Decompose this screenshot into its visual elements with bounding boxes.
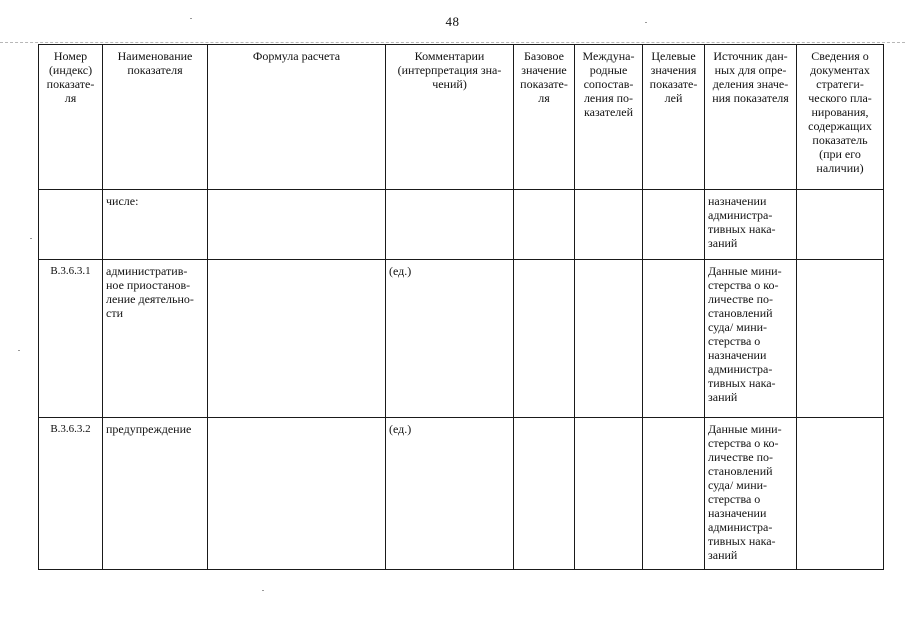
cell-name: числе: xyxy=(103,190,208,260)
header-target-values: Целевые значения показате-лей xyxy=(643,45,705,190)
cell-comment: (ед.) xyxy=(386,418,514,570)
cell-base xyxy=(514,260,575,418)
cell-base xyxy=(514,418,575,570)
cell-documents xyxy=(797,260,884,418)
cell-target xyxy=(643,418,705,570)
cell-index: В.3.6.3.2 xyxy=(39,418,103,570)
cell-international xyxy=(575,190,643,260)
scan-speck xyxy=(18,350,20,351)
cell-target xyxy=(643,190,705,260)
table-row xyxy=(39,260,884,418)
scan-speck xyxy=(262,590,264,591)
cell-documents xyxy=(797,418,884,570)
cell-formula xyxy=(208,190,386,260)
cell-base xyxy=(514,190,575,260)
cell-target xyxy=(643,260,705,418)
table-header xyxy=(39,45,884,190)
header-comments: Комментарии (интерпретация зна-чений) xyxy=(386,45,514,190)
scan-speck xyxy=(645,22,647,23)
indicator-table xyxy=(38,44,884,570)
page-number: 48 xyxy=(445,14,460,29)
cell-name: административ-ное приостанов-ление деятельно-сти xyxy=(103,260,208,418)
header-international: Междуна-родные сопостав-ления по-казателей xyxy=(575,45,643,190)
scan-speck xyxy=(30,238,32,239)
header-formula: Формула расчета xyxy=(208,45,386,190)
scan-speck xyxy=(190,18,192,19)
cell-source: Данные мини-стерства о ко-личестве по-становлений суда/ мини-стерства о назначении администра-тивных нака-заний xyxy=(705,418,797,570)
cell-source: Данные мини-стерства о ко-личестве по-становлений суда/ мини-стерства о назначении администра-тивных нака-заний xyxy=(705,260,797,418)
header-index: Номер (индекс) показате-ля xyxy=(39,45,103,190)
header-row xyxy=(39,45,884,190)
header-name: Наименование показателя xyxy=(103,45,208,190)
cell-formula xyxy=(208,260,386,418)
cell-international xyxy=(575,418,643,570)
table-body xyxy=(39,190,884,570)
cell-comment xyxy=(386,190,514,260)
table-row xyxy=(39,190,884,260)
cell-source: назначении администра-тивных нака-заний xyxy=(705,190,797,260)
header-documents: Сведения о документах стратеги-ческого пла-нирования, содержащих показатель (при его наличии) xyxy=(797,45,884,190)
cell-formula xyxy=(208,418,386,570)
table-row xyxy=(39,418,884,570)
header-base-value: Базовое значение показате-ля xyxy=(514,45,575,190)
cell-international xyxy=(575,260,643,418)
cell-comment: (ед.) xyxy=(386,260,514,418)
cell-index: В.3.6.3.1 xyxy=(39,260,103,418)
header-data-source: Источник дан-ных для опре-деления значе-ния показателя xyxy=(705,45,797,190)
scan-edge-line xyxy=(0,42,905,43)
cell-name: предупреждение xyxy=(103,418,208,570)
cell-documents xyxy=(797,190,884,260)
cell-index xyxy=(39,190,103,260)
